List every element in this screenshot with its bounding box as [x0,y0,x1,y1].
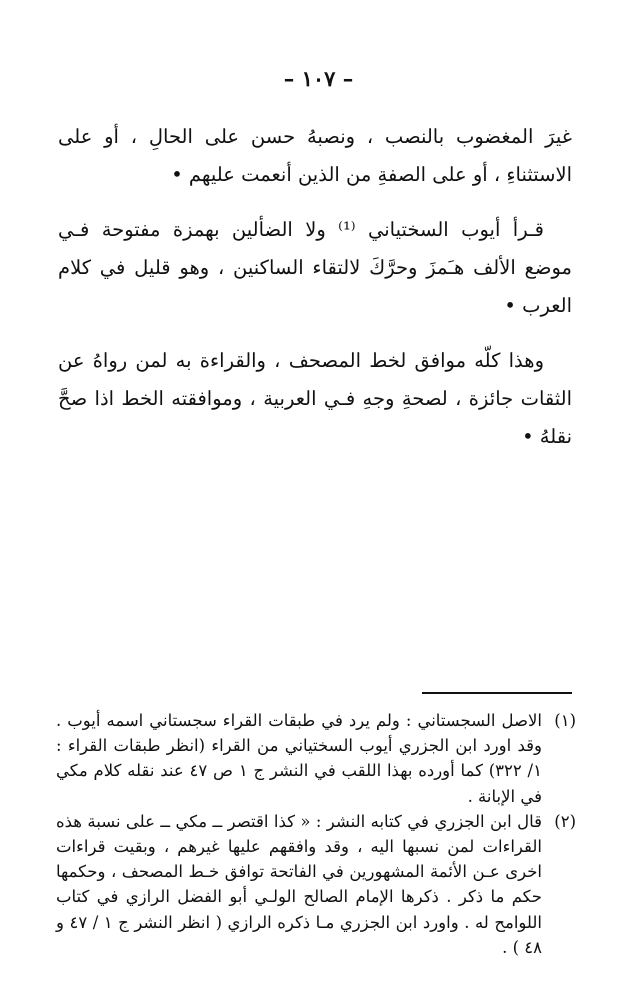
main-paragraph: قـرأ أيوب السختياني ⁽¹⁾ ولا الضألين بهمزة مفتوحة فـي موضع الألف هـَمزَ وحرَّكَ لالتقاء الساكنين ، وهو قليل في كلام العرب • [58,218,572,317]
main-text [58,118,572,473]
footnote-mark: (١) [554,711,576,730]
main-paragraph: وهذا كلّه موافق لخط المصحف ، والقراءة به لمن رواهُ عن الثقات جائزة ، لصحةِ وجهِ فـي العربية ، وموافقته الخط اذا صحَّ نقلهُ • [58,349,572,448]
footnote [56,809,576,960]
footnote-text: قال ابن الجزري في كتابه النشر : « كذا اقتصر ــ مكي ــ على نسبة هذه القراءات لمن نسبها اليه ، وقد وافقهم عليها غيرهم ، وبقيت قراءات اخرى عـن الأئمة المشهورين في الفاتحة توافق خـط المصحف ، وحكمها حكم ما ذكر . ذكرها الإمام الصالح الولـي أبو الفضل الرازي في كتاب اللوامح له . واورد ابن الجزري مـا ذكره الرازي ( انظر النشر ج ١ / ٤٧ و ٤٨ ) . [56,811,542,957]
footnote-separator [422,692,572,694]
footnote-text: الاصل السجستاني : ولم يرد في طبقات القراء سجستاني اسمه أيوب . وقد اورد ابن الجزري أيوب السختياني من القراء (انظر طبقات القراء : ١/ ٣٢٢) كما أورده بهذا اللقب في النشر ج ١ ص ٤٧ عند نقله كلام مكي في الإبانة . [56,711,542,806]
footnote [56,708,576,809]
footnotes [56,708,576,960]
page-number: – ١٠٧ – [283,66,354,91]
main-paragraph: غيرَ المغضوب بالنصب ، ونصبهُ حسن على الحالِ ، أو على الاستثناءِ ، أو على الصفةِ من الذين أنعمت عليهم • [58,125,572,186]
footnote-mark: (٢) [554,811,576,831]
